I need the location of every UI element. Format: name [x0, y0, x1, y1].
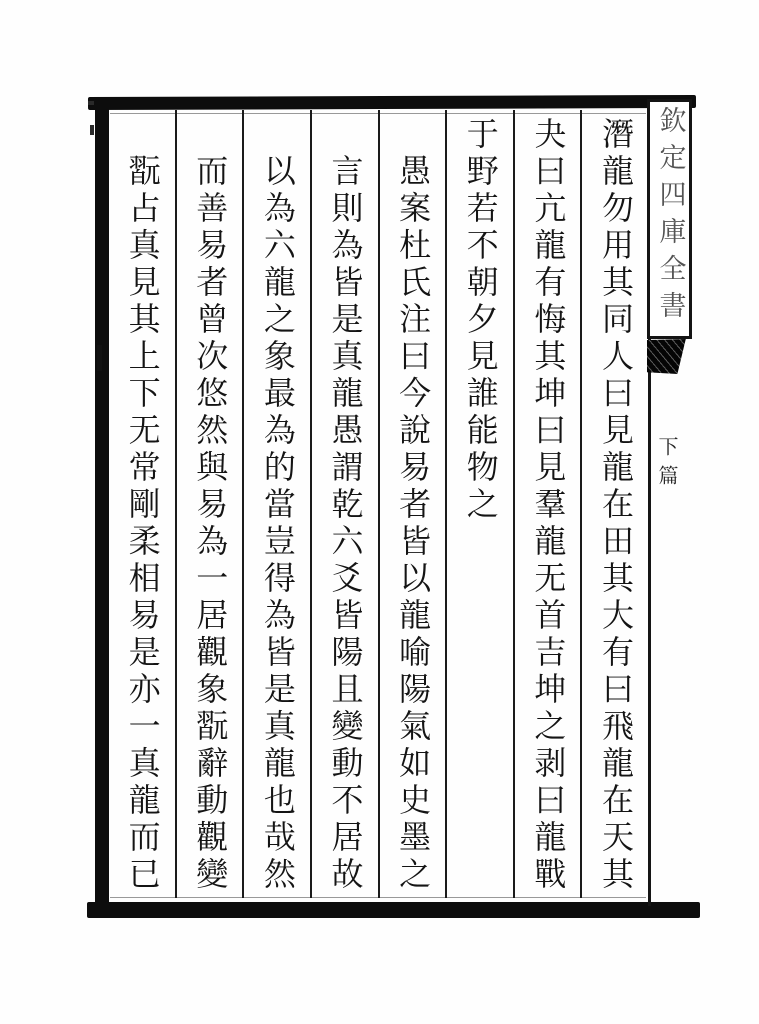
text-column: [445, 110, 513, 898]
frame-bottom-border: [87, 902, 700, 918]
text-columns: [109, 110, 648, 898]
column-text: 翫占真見其上下无常剛柔相易是亦一真龍而已: [123, 154, 162, 894]
text-column: [513, 110, 581, 898]
scan-artifact: [90, 125, 94, 135]
column-text: 于野若不朝夕見誰能物之: [461, 117, 500, 524]
column-text: 夬曰亢龍有悔其坤曰見羣龍无首吉坤之剥曰龍戰: [529, 117, 568, 894]
text-column: [310, 110, 378, 898]
column-text: 潛龍勿用其同人曰見龍在田其大有曰飛龍在天其: [597, 117, 635, 894]
column-text: 愚案杜氏注曰今說易者皆以龍喻陽氣如史墨之: [394, 154, 433, 894]
frame-left-border: [95, 98, 109, 918]
fascicle-edge-marker: 下篇: [655, 436, 679, 494]
text-column: [175, 110, 243, 898]
column-text: 以為六龍之象最為的當豈得為皆是真龍也哉然: [258, 154, 297, 894]
column-text: 而善易者曾次悠然與易為一居觀象翫辭動觀變: [191, 154, 230, 894]
collection-title-cartouche: [647, 99, 692, 339]
text-column: [378, 110, 446, 898]
column-text: 言則為皆是真龍愚謂乾六爻皆陽且變動不居故: [326, 154, 365, 894]
binding-mark: [647, 339, 687, 374]
scan-artifact: [88, 101, 94, 105]
text-column: [242, 110, 310, 898]
scan-artifact: [97, 345, 102, 371]
frame-top-border: [88, 95, 696, 110]
text-column: [580, 110, 648, 898]
text-column: [109, 110, 175, 898]
collection-title: 欽定四庫全書: [654, 106, 686, 328]
